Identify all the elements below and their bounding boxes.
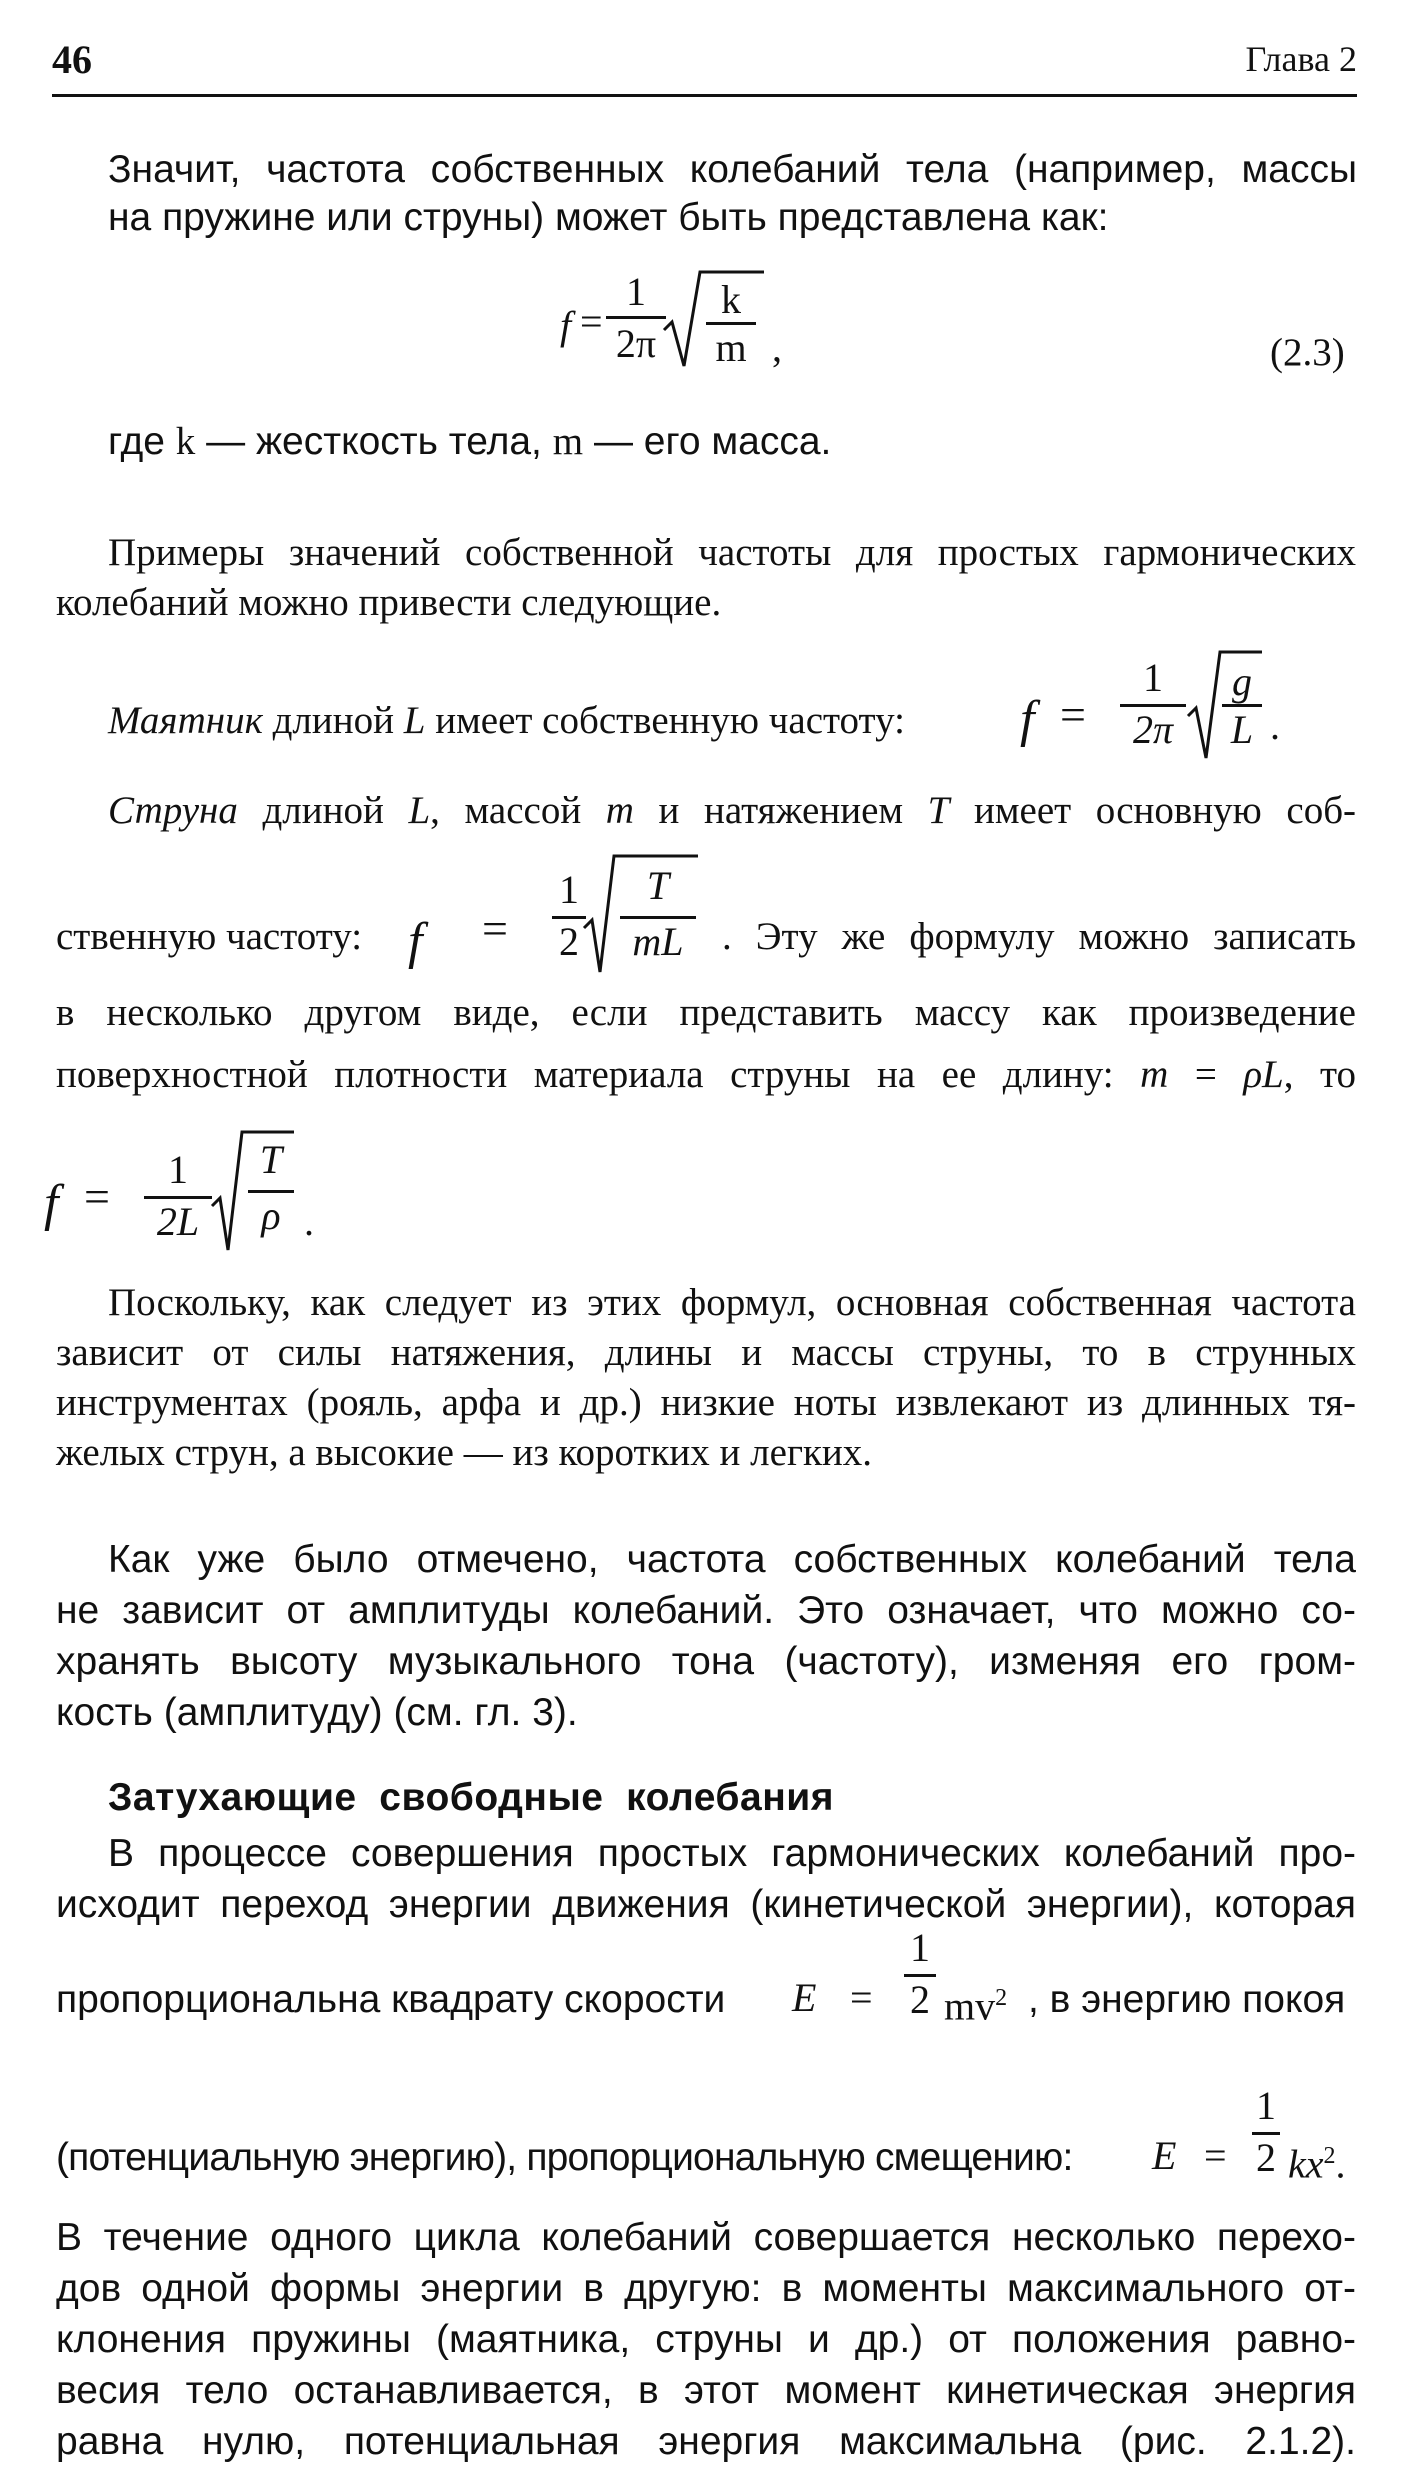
- fraction-numerator: T: [259, 1137, 283, 1182]
- fraction-numerator: 1: [1256, 2083, 1276, 2128]
- equation-number: (2.3): [1270, 331, 1345, 374]
- string-line-4: [56, 1050, 1356, 1100]
- fraction: [620, 856, 696, 976]
- math-symbol: ρL: [1243, 1053, 1284, 1096]
- fraction-denominator: 2: [559, 919, 579, 964]
- fraction: [144, 1146, 212, 1256]
- math-symbol: =: [580, 299, 603, 344]
- paragraph-natural-frequency-intro: [108, 146, 1357, 242]
- fraction-denominator: 2: [1256, 2135, 1276, 2180]
- paragraph-examples: [56, 528, 1356, 628]
- math-symbol: =: [850, 1975, 873, 2020]
- term-string: Струна: [108, 789, 238, 832]
- math-symbol: =: [1204, 2133, 1227, 2178]
- fraction: [1222, 652, 1262, 762]
- word: — жесткость тела,: [206, 420, 542, 463]
- text-line: В процессе совершения простых гармонических колебаний про-: [108, 1832, 1356, 1875]
- fraction: [904, 1924, 936, 2034]
- superscript: 2: [1323, 2143, 1336, 2169]
- math-symbol: T: [927, 789, 950, 832]
- text-line: ственную частоту:: [56, 915, 363, 958]
- text-line: В течение одного цикла колебаний совершается несколько перехо-: [56, 2216, 1356, 2259]
- equation-string: [408, 850, 718, 980]
- fraction-denominator: L: [1230, 707, 1254, 752]
- term-pendulum: Маятник: [108, 699, 263, 742]
- math-symbol: kx: [1288, 2141, 1324, 2187]
- fraction: [1252, 2082, 1280, 2192]
- string-line-2-start: [56, 912, 436, 962]
- text-line: на пружине или струны) может быть представлена как:: [108, 196, 1109, 239]
- math-symbol: E: [1152, 2133, 1177, 2178]
- fraction-numerator: 1: [559, 867, 579, 912]
- section-title: Затухающие свободные колебания: [108, 1776, 834, 1819]
- text-line: не зависит от амплитуды колебаний. Это означает, что можно со-: [56, 1589, 1356, 1632]
- text-line: кость (амплитуду) (см. гл. 3).: [56, 1691, 578, 1734]
- math-symbol: L: [408, 789, 431, 832]
- math-symbol: .: [304, 1199, 314, 1244]
- paragraph-energy: [56, 1828, 1356, 1930]
- text-line: инструментах (рояль, арфа и др.) низкие ноты извлекают из длинных тя-: [56, 1381, 1356, 1424]
- text-line: [108, 696, 1008, 746]
- text-line: клонения пружины (маятника, струны и др.) от положения равно-: [56, 2318, 1356, 2361]
- equation-density: [44, 1126, 344, 1256]
- fraction-numerator: 1: [168, 1147, 188, 1192]
- text-line: [108, 786, 1356, 836]
- fraction: [606, 268, 666, 378]
- math-symbol: L: [403, 699, 426, 742]
- paragraph-definitions: [108, 418, 1357, 466]
- word: длиной: [272, 699, 394, 742]
- text-line: Примеры значений собственной частоты для простых гармонических: [108, 531, 1356, 574]
- fraction: [552, 866, 586, 976]
- text-line: [56, 1050, 1356, 1100]
- math-symbol: m: [605, 789, 634, 832]
- text-line: Как уже было отмечено, частота собственных колебаний тела: [108, 1538, 1356, 1581]
- fraction-bar: [606, 316, 666, 319]
- fraction-denominator: ρ: [261, 1193, 281, 1238]
- text-line: , в энергию покоя: [1028, 1978, 1346, 2021]
- equation-2-3: [560, 268, 820, 378]
- text-line: пропорциональна квадрату скорости: [56, 1978, 726, 2021]
- math-symbol: ,: [772, 325, 782, 370]
- math-symbol: m: [552, 420, 584, 463]
- fraction-numerator: T: [646, 863, 670, 908]
- fraction-denominator: mL: [632, 919, 684, 964]
- text-line: желых струн, а высокие — из коротких и легких.: [56, 1431, 873, 1474]
- word: где: [108, 420, 165, 463]
- page-number: 46: [52, 37, 92, 82]
- fraction-numerator: 1: [626, 269, 646, 314]
- section-heading: [108, 1774, 1108, 1822]
- superscript: 2: [995, 1985, 1008, 2011]
- math-symbol: m: [1140, 1053, 1169, 1096]
- pendulum-line: [108, 696, 1008, 746]
- math-symbol: mv: [944, 1983, 996, 2029]
- math-symbol: =: [84, 1171, 110, 1222]
- paragraph-string-instruments: [56, 1278, 1356, 1478]
- text-line: [108, 418, 1357, 466]
- math-symbol: E: [792, 1975, 817, 2020]
- word: , то: [1283, 1053, 1357, 1096]
- fraction-denominator: 2π: [1132, 707, 1174, 752]
- math-symbol: f: [44, 1175, 59, 1232]
- math-symbol: =: [482, 903, 508, 954]
- page-header: [52, 36, 1357, 92]
- fraction-numerator: 1: [910, 1925, 930, 1970]
- math-symbol: f: [1020, 691, 1035, 748]
- word: , массой: [430, 789, 582, 832]
- math-symbol: f: [560, 303, 572, 348]
- paragraph-amplitude: [56, 1534, 1356, 1738]
- text-line: . Эту же формулу можно записать: [722, 915, 1356, 958]
- string-line-1: [108, 786, 1356, 836]
- paragraph-energy-cycle: [56, 2212, 1356, 2467]
- string-line-2-end: [722, 912, 1356, 962]
- header-rule: [52, 94, 1357, 97]
- math-symbol: k: [175, 420, 196, 463]
- word: и натяжением: [658, 789, 904, 832]
- text-line: Значит, частота собственных колебаний тела (например, массы: [108, 148, 1357, 191]
- text-line: колебаний можно привести следующие.: [56, 581, 722, 624]
- fraction-numerator: g: [1232, 659, 1252, 704]
- fraction-denominator: 2: [910, 1977, 930, 2022]
- fraction-numerator: k: [721, 277, 741, 322]
- text-line: дов одной формы энергии в другую: в моменты максимального от-: [56, 2267, 1356, 2310]
- chapter-title: Глава 2: [1245, 39, 1357, 79]
- fraction-denominator: 2π: [615, 321, 657, 366]
- fraction: [706, 270, 756, 370]
- math-symbol: =: [1194, 1053, 1217, 1096]
- word: — его масса.: [593, 420, 832, 463]
- fraction: [1120, 654, 1186, 764]
- math-symbol: =: [1060, 689, 1086, 740]
- text-line: зависит от силы натяжения, длины и массы струны, то в струнных: [56, 1331, 1356, 1374]
- text-line: хранять высоту музыкального тона (частоту), изменяя его гром-: [56, 1640, 1356, 1683]
- math-term: [944, 1974, 1007, 2030]
- word: длиной: [262, 789, 384, 832]
- math-term: [1288, 2132, 1346, 2188]
- string-line-3: [56, 988, 1356, 1038]
- math-symbol: f: [408, 913, 423, 970]
- fraction-numerator: 1: [1143, 655, 1163, 700]
- text-line: Поскольку, как следует из этих формул, основная собственная частота: [108, 1281, 1356, 1324]
- word: имеет собственную частоту:: [435, 699, 905, 742]
- text-line: (потенциальную энергию), пропорциональную смещению:: [56, 2136, 1073, 2179]
- text-line: исходит переход энергии движения (кинетической энергии), которая: [56, 1883, 1356, 1926]
- fraction: [248, 1132, 294, 1252]
- text-line: весия тело останавливается, в этот момент кинетическая энергия: [56, 2369, 1356, 2412]
- equation-pendulum: [1008, 646, 1308, 776]
- fraction-denominator: m: [715, 325, 747, 370]
- word: имеет основную соб-: [973, 789, 1357, 832]
- math-symbol: .: [1270, 703, 1280, 748]
- math-symbol: .: [1335, 2141, 1346, 2187]
- text-line: равна нулю, потенциальная энергия максимальна (рис. 2.1.2).: [56, 2420, 1356, 2463]
- word: поверхностной плотности материала струны на ее длину:: [56, 1053, 1114, 1096]
- fraction-denominator: 2L: [156, 1199, 200, 1244]
- text-line: в несколько другом виде, если представить массу как произведение: [56, 991, 1356, 1034]
